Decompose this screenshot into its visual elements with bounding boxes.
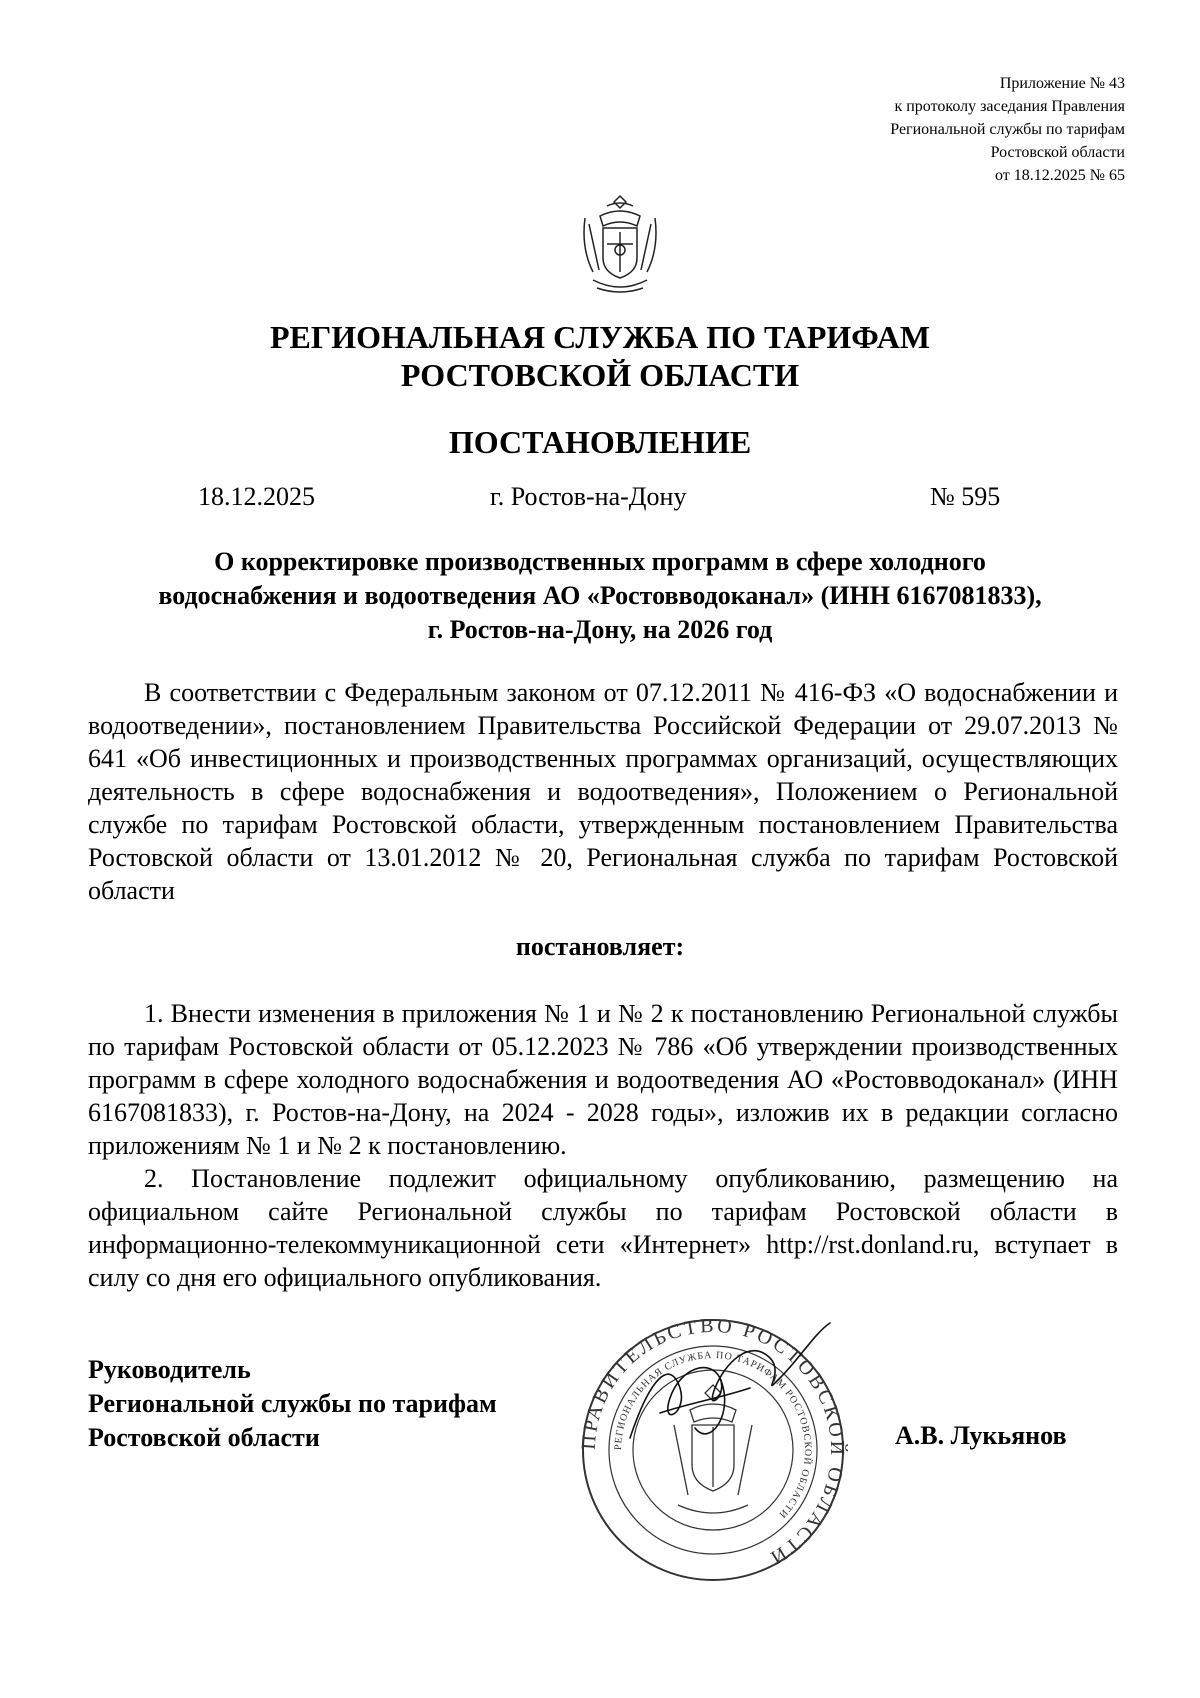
organization-title: [0, 318, 1200, 394]
org-title-line: РЕГИОНАЛЬНАЯ СЛУЖБА ПО ТАРИФАМ: [269, 319, 931, 355]
document-subject: [120, 545, 1080, 647]
preamble-paragraph: В соответствии с Федеральным законом от 07.12.2011 № 416-ФЗ «О водоснабжении и водоотведении», постановлением Правительства Российской Федерации от 29.07.2013 № 641 «Об инвестиционных и производственных программах организаций, осуществляющих деятельность в сфере водоснабжения и водоотведения», Положением о Региональной службе по тарифам Ростовской области, утвержденным постановлением Правительства Ростовской области от 13.01.2012 № 20, Региональная служба по тарифам Ростовской области: [88, 678, 1118, 905]
signer-line: Региональной службы по тарифам: [88, 1389, 497, 1418]
resolution-item: 1. Внести изменения в приложения № 1 и № 2 к постановлению Региональной службы по тарифам Ростовской области от 05.12.2023 № 786 «Об утверждении производственных программ в сфере холодного водоснабжения и водоотведения АО «Ростовводоканал» (ИНН 6167081833), г. Ростов-на-Дону, на 2024 - 2028 годы», изложив их в редакции согласно приложениям № 1 и № 2 к постановлению.: [88, 999, 1118, 1160]
handwritten-signature-icon: [600, 1318, 850, 1468]
org-title-line: РОСТОВСКОЙ ОБЛАСТИ: [400, 357, 800, 393]
signer-line: Руководитель: [88, 1355, 251, 1384]
appendix-line: к протоколу заседания Правления: [894, 98, 1125, 115]
subject-line: г. Ростов-на-Дону, на 2026 год: [427, 615, 773, 644]
appendix-note: [705, 72, 1125, 187]
resolution-item: 2. Постановление подлежит официальному опубликованию, размещению на официальном сайте Региональной службы по тарифам Ростовской области в информационно-телекоммуникационной сети «Интернет» http://rst.donland.ru, вступает в силу со дня его официального опубликования.: [88, 1164, 1118, 1292]
appendix-line: от 18.12.2025 № 65: [994, 167, 1125, 184]
signer-name: А.В. Лукьянов: [895, 1421, 1067, 1450]
signer-line: Ростовской области: [88, 1423, 320, 1452]
document-date: 18.12.2025: [198, 482, 315, 511]
document-number: № 595: [930, 482, 1001, 511]
signer-position: [88, 1353, 497, 1455]
document-type: ПОСТАНОВЛЕНИЕ: [448, 424, 752, 460]
resolves-heading: постановляет:: [515, 932, 685, 961]
resolution-items: [88, 997, 1118, 1294]
subject-line: О корректировке производственных программ в сфере холодного: [214, 547, 986, 576]
seal-inner-text: РЕГИОНАЛЬНАЯ СЛУЖБА ПО ТАРИФАМ РОСТОВСКОЙ ОБЛАСТИ: [612, 1349, 814, 1521]
document-city: г. Ростов-на-Дону: [490, 482, 687, 511]
seal-outer-text: ПРАВИТЕЛЬСТВО РОСТОВСКОЙ ОБЛАСТИ: [578, 1315, 848, 1570]
subject-line: водоснабжения и водоотведения АО «Ростовводоканал» (ИНН 6167081833),: [158, 581, 1042, 610]
appendix-line: Приложение № 43: [999, 75, 1125, 92]
appendix-line: Региональной службы по тарифам: [890, 121, 1125, 138]
coat-of-arms-icon: [575, 188, 665, 296]
appendix-line: Ростовской области: [990, 144, 1125, 161]
